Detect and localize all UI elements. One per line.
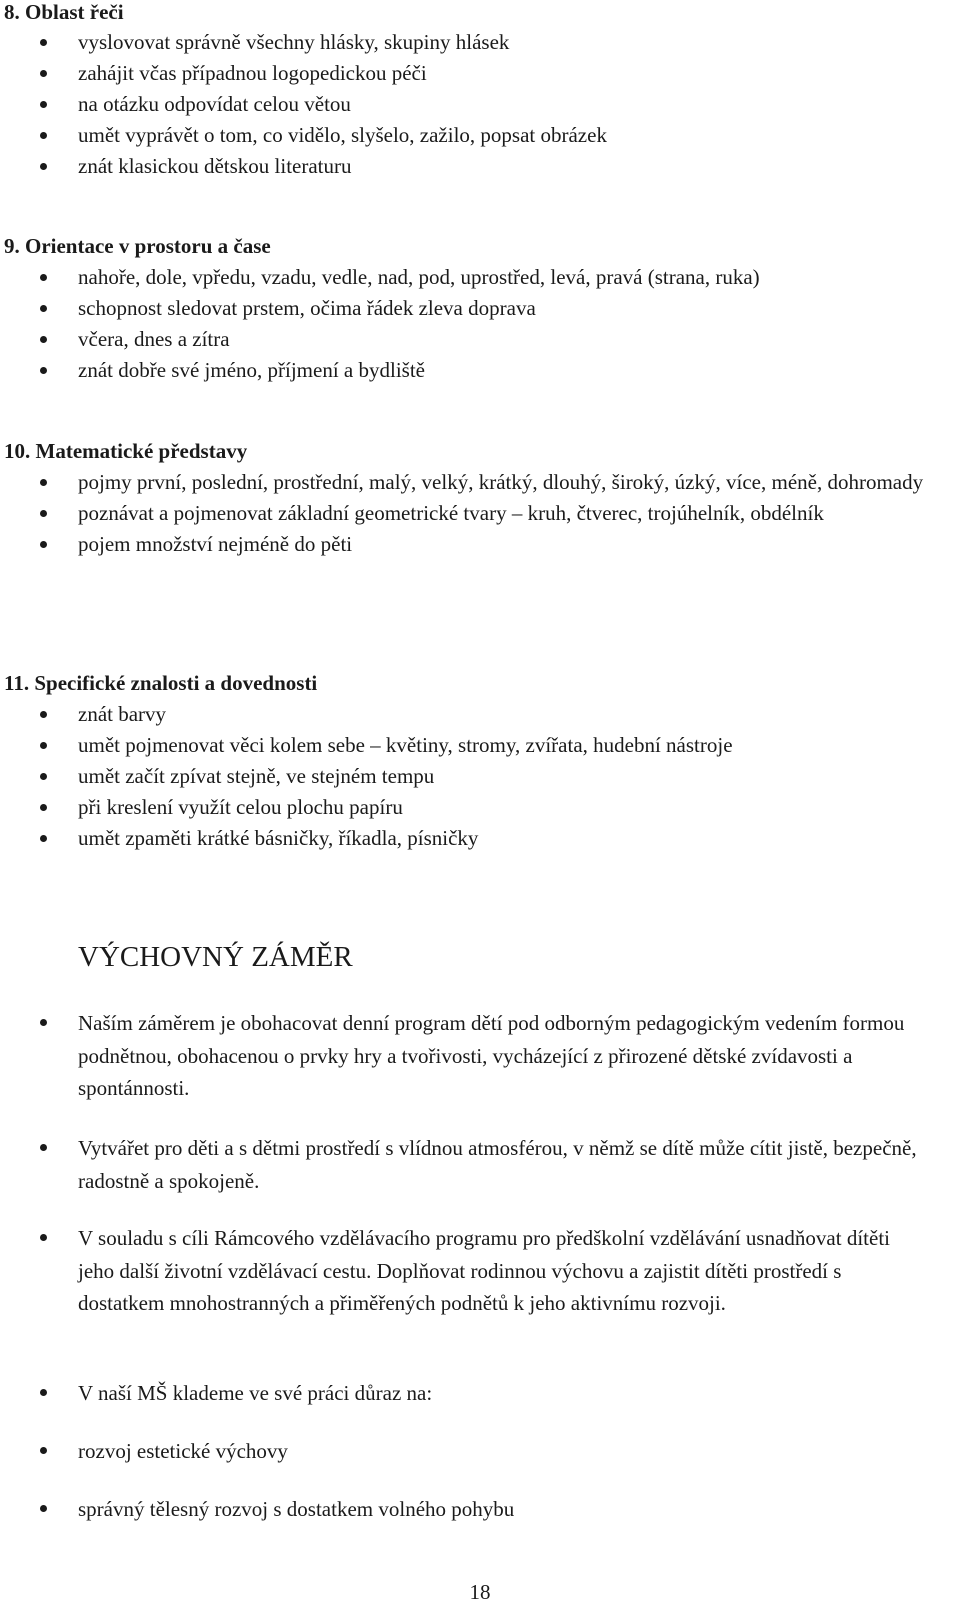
list-item: nahoře, dole, vpředu, vzadu, vedle, nad, pod, uprostřed, levá, pravá (strana, ruka) — [0, 262, 930, 293]
vychovny-zamer-list-2 — [0, 1132, 930, 1197]
vychovny-zamer-list-6 — [0, 1493, 930, 1526]
list-item: pojem množství nejméně do pěti — [0, 529, 930, 560]
vychovny-zamer-list-4 — [0, 1377, 930, 1410]
vychovny-zamer-list-5 — [0, 1435, 930, 1468]
list-item: umět začít zpívat stejně, ve stejném tempu — [0, 761, 930, 792]
list-item: znát klasickou dětskou literaturu — [0, 151, 930, 182]
list-item: V naší MŠ klademe ve své práci důraz na: — [0, 1377, 930, 1410]
list-item: včera, dnes a zítra — [0, 324, 930, 355]
section-9-heading: 9. Orientace v prostoru a čase — [4, 234, 271, 258]
list-item: na otázku odpovídat celou větou — [0, 89, 930, 120]
list-item: zahájit včas případnou logopedickou péči — [0, 58, 930, 89]
section-10-list — [0, 467, 930, 560]
list-item: schopnost sledovat prstem, očima řádek zleva doprava — [0, 293, 930, 324]
list-item: rozvoj estetické výchovy — [0, 1435, 930, 1468]
section-10-heading: 10. Matematické představy — [4, 439, 248, 463]
list-item: při kreslení využít celou plochu papíru — [0, 792, 930, 823]
section-8-list — [0, 27, 930, 182]
list-item: umět vyprávět o tom, co vidělo, slyšelo, zažilo, popsat obrázek — [0, 120, 930, 151]
list-item: správný tělesný rozvoj s dostatkem volného pohybu — [0, 1493, 930, 1526]
section-8-heading: 8. Oblast řeči — [4, 0, 124, 24]
list-item: umět pojmenovat věci kolem sebe – květiny, stromy, zvířata, hudební nástroje — [0, 730, 930, 761]
list-item: znát barvy — [0, 699, 930, 730]
vychovny-zamer-list-1 — [0, 1007, 930, 1105]
list-item: poznávat a pojmenovat základní geometrické tvary – kruh, čtverec, trojúhelník, obdélník — [0, 498, 930, 529]
list-item: V souladu s cíli Rámcového vzdělávacího programu pro předškolní vzdělávání usnadňovat dítěti jeho další životní vzdělávací cestu. Doplňovat rodinnou výchovu a zajistit dítěti prostředí s dostatkem mnohostranných a přiměřených podnětů k jeho aktivnímu rozvoji. — [0, 1222, 930, 1320]
section-11-heading: 11. Specifické znalosti a dovednosti — [4, 671, 318, 695]
vychovny-zamer-list-3 — [0, 1222, 930, 1320]
page-number: 18 — [469, 1580, 491, 1604]
list-item: umět zpaměti krátké básničky, říkadla, písničky — [0, 823, 930, 854]
list-item: Vytvářet pro děti a s dětmi prostředí s vlídnou atmosférou, v němž se dítě může cítit jistě, bezpečně, radostně a spokojeně. — [0, 1132, 930, 1197]
list-item: vyslovovat správně všechny hlásky, skupiny hlásek — [0, 27, 930, 58]
section-9-list — [0, 262, 930, 386]
vychovny-zamer-heading: VÝCHOVNÝ ZÁMĚR — [78, 941, 353, 973]
section-11-list — [0, 699, 930, 854]
list-item: Naším záměrem je obohacovat denní program dětí pod odborným pedagogickým vedením formou podnětnou, obohacenou o prvky hry a tvořivosti, vycházející z přirozené dětské zvídavosti a spontánnosti. — [0, 1007, 930, 1105]
list-item: znát dobře své jméno, příjmení a bydliště — [0, 355, 930, 386]
list-item: pojmy první, poslední, prostřední, malý, velký, krátký, dlouhý, široký, úzký, více, méně, dohromady — [0, 467, 930, 498]
